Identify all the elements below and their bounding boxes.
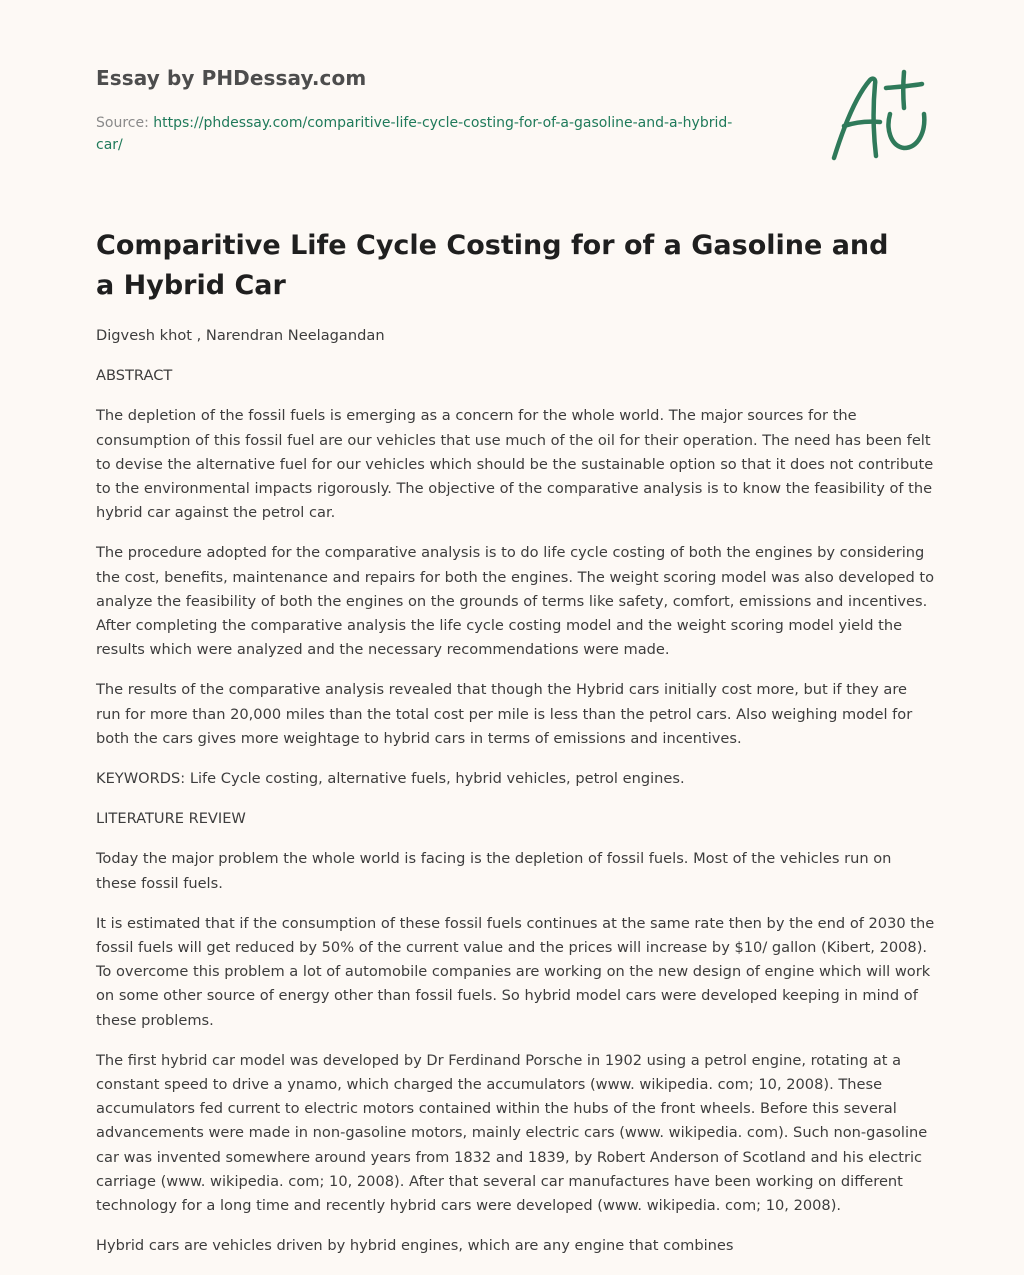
essay-body — [96, 324, 936, 1275]
keywords: KEYWORDS: Life Cycle costing, alternative fuels, hybrid vehicles, petrol engines. — [96, 770, 685, 788]
abstract-paragraph-2: The procedure adopted for the comparative analysis is to do life cycle costing of both the engines by considering the cost, benefits, maintenance and repairs for both the engines. The weight scoring model was also developed to analyze the feasibility of both the engines on the grounds of terms like safety, comfort, emissions and incentives. After completing the comparative analysis the life cycle costing model and the weight scoring model yield the results which were analyzed and the necessary recommendations were made. — [96, 544, 935, 659]
source-label: Source: — [96, 115, 154, 131]
authors: Digvesh khot , Narendran Neelagandan — [96, 327, 385, 344]
site-brand: Essay by PHDessay.com — [96, 66, 367, 90]
literature-paragraph-1: Today the major problem the whole world is facing is the depletion of fossil fuels. Most of the vehicles run on these fossil fuels. — [96, 850, 892, 892]
source-line — [96, 112, 756, 156]
page-header — [96, 0, 928, 200]
literature-paragraph-2: It is estimated that if the consumption of these fossil fuels continues at the same rate then by the end of 2030 the fossil fuels will get reduced by 50% of the current value and the prices will increase by $10/ gallon (Kibert, 2008). To overcome this problem a lot of automobile companies are working on the new design of engine which will work on some other source of energy other than fossil fuels. So hybrid model cars were developed keeping in mind of these problems. — [96, 914, 935, 1029]
abstract-paragraph-1: The depletion of the fossil fuels is emerging as a concern for the whole world. The major sources for the consumption of this fossil fuel are our vehicles that use much of the oil for their operation. The need has been felt to devise the alternative fuel for our vehicles which should be the sustainable option so that it does not contribute to the environmental impacts rigorously. The objective of the comparative analysis is to know the feasibility of the hybrid car against the petrol car. — [96, 407, 934, 522]
source-link[interactable]: https://phdessay.com/comparitive-life-cycle-costing-for-of-a-gasoline-and-a-hybrid-car/ — [96, 115, 733, 153]
abstract-paragraph-3: The results of the comparative analysis revealed that though the Hybrid cars initially cost more, but if they are run for more than 20,000 miles than the total cost per mile is less than the petrol cars. Also weighing model for both the cars gives more weightage to hybrid cars in terms of emissions and incentives. — [96, 681, 913, 747]
abstract-heading: ABSTRACT — [96, 367, 173, 385]
a-plus-logo-icon — [824, 66, 934, 166]
literature-paragraph-4: Hybrid cars are vehicles driven by hybrid engines, which are any engine that combines — [96, 1237, 734, 1255]
literature-paragraph-3: The first hybrid car model was developed by Dr Ferdinand Porsche in 1902 using a petrol engine, rotating at a constant speed to drive a ynamo, which charged the accumulators (www. wikipedia. com; 10, 2008). These accumulators fed current to electric motors contained within the hubs of the front wheels. Before this several advancements were made in non-gasoline motors, mainly electric cars (www. wikipedia. com). Such non-gasoline car was invented somewhere around years from 1832 and 1839, by Robert Anderson of Scotland and his electric carriage (www. wikipedia. com; 10, 2008). After that several car manufactures have been working on different technology for a long time and recently hybrid cars were developed (www. wikipedia. com; 10, 2008). — [96, 1051, 928, 1215]
literature-review-heading: LITERATURE REVIEW — [96, 810, 246, 828]
essay-title: Comparitive Life Cycle Costing for of a Gasoline and a Hybrid Car — [96, 230, 889, 301]
